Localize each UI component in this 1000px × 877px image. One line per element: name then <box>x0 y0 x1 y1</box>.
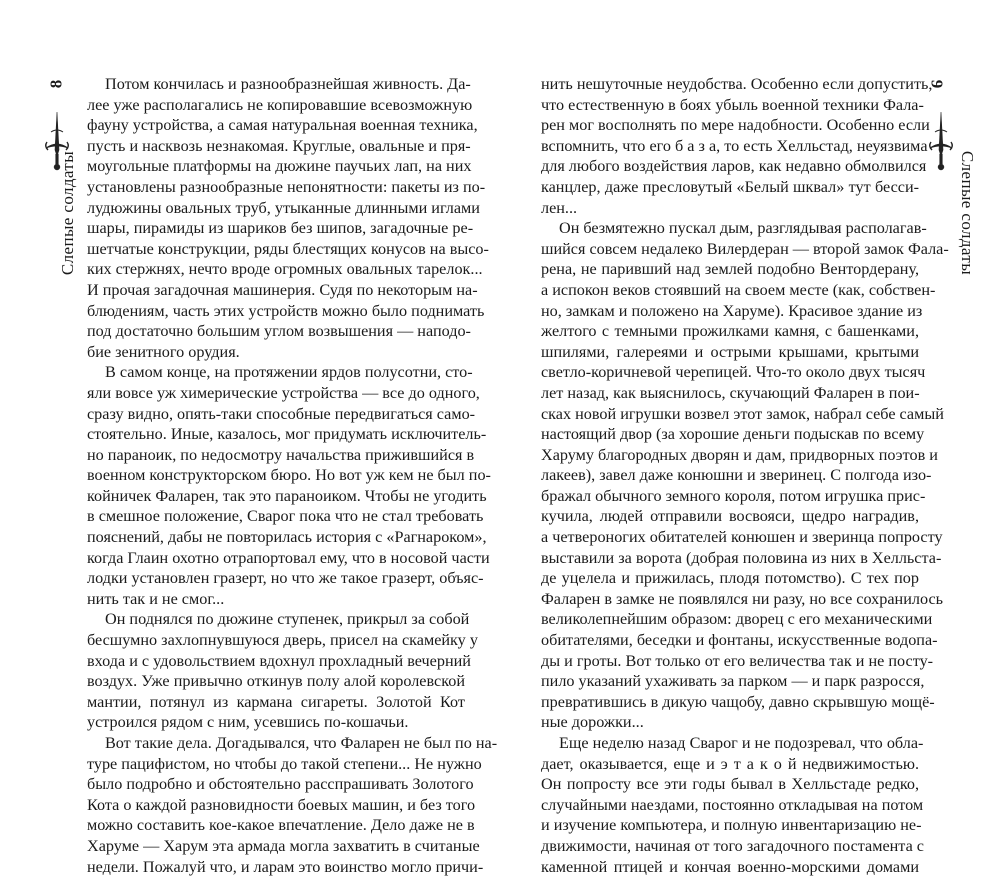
text-line: движимости, начиная от того загадочного постамента с <box>541 836 924 855</box>
text-line: блюдениям, часть этих устройств можно было поднимать <box>87 301 485 320</box>
text-line: сках новой игрушки возвел этот замок, набрал себе самый <box>541 404 944 423</box>
text-line: мантии, потянул из кармана сигареты. Золотой Кот <box>87 692 465 711</box>
text-line: а испокон веков стоявший на своем месте (как, собствен- <box>541 280 936 299</box>
text-line: нить нешуточные неудобства. Особенно если допустить, <box>541 75 933 93</box>
text-line: лодки установлен гразерт, но что же такое гразерт, объяс- <box>87 569 484 588</box>
text-line: обитателями, беседки и фонтаны, искусственные водопа- <box>541 631 938 650</box>
text-line: шары, пирамиды из шариков без шипов, загадочные ре- <box>87 219 474 238</box>
text-line: Он поднялся по дюжине ступенек, прикрыл за собой <box>105 610 470 629</box>
text-line: Кота о каждой разновидности боевых машин, и без того <box>87 795 476 814</box>
text-line: шпилями, галереями и острыми крышами, крытыми <box>541 342 919 361</box>
text-line: сразу видно, опять-таки способные передвигаться само- <box>87 404 476 423</box>
text-line: но параноик, по недосмотру начальства прижившийся в <box>87 445 475 464</box>
text-line: Харуме — Харум эта армада могла захватить в считаные <box>87 836 480 855</box>
text-line: каменной птицей и кончая военно-морскими домами <box>541 857 919 876</box>
text-line: стоятельно. Иные, казалось, мог придумать исключитель- <box>87 425 487 444</box>
text-line: желтого с темными прожилками камня, с башенками, <box>541 322 919 341</box>
text-line: выставили за ворота (добрая половина из них в Хелльста- <box>541 548 942 567</box>
text-line: койничек Фаларен, так это параноиком. Чтобы не угодить <box>87 486 487 505</box>
text-line: Он попросту все эти годы бывал в Хелльстаде редко, <box>541 775 919 794</box>
text-line: лее уже располагались не копировавшие всевозможную <box>87 95 473 114</box>
right-page <box>500 0 1000 876</box>
text-line: для любого воздействия ларов, как недавно обмолвился <box>541 157 927 176</box>
text-line: пило указаний ухаживать за парком — и парк разросся, <box>541 672 925 691</box>
text-line: бие зенитного орудия. <box>87 342 240 361</box>
text-line: устроился рядом с ним, усевшись по-кошачьи. <box>87 713 409 732</box>
text-line: военном конструкторском бюро. Но вот уж кем не был по- <box>87 466 491 485</box>
sword-ornament-icon <box>926 110 956 172</box>
left-page-text <box>87 74 498 877</box>
text-line: ды и гроты. Вот только от его величества так и не посту- <box>541 651 934 670</box>
text-line: пусть и насквозь незнакомая. Круглые, овальные и пря- <box>87 136 471 155</box>
text-line: яли вовсе уж химерические устройства — все до одного, <box>87 383 480 402</box>
right-page-text <box>541 74 949 877</box>
text-line: светло-коричневой черепицей. Что-то около двух тысяч <box>541 363 926 382</box>
text-line: лен... <box>541 198 578 217</box>
text-line: шетчатые конструкции, ряды блестящих конусов на высо- <box>87 239 489 258</box>
text-line: Еще неделю назад Сварог и не подозревал, что обла- <box>559 734 924 752</box>
text-line: ких стержнях, нечто вроде огромных овальных тарелок... <box>87 260 483 279</box>
running-head: Слепые солдаты <box>958 150 977 276</box>
text-line: Харуму благородных дворян и дам, придворных поэтов и <box>541 445 938 464</box>
text-line: настоящий двор (за хорошие деньги подыскав по всему <box>541 425 925 444</box>
text-line: нить так и не смог... <box>87 589 225 608</box>
text-line: в смешное положение, Сварог пока что не стал требовать <box>87 507 484 526</box>
text-line: случайными наездами, постоянно откладывая на потом <box>541 795 924 814</box>
text-line: превратившись в дикую чащобу, давно скрывшую мощё- <box>541 692 935 711</box>
text-line: а четвероногих обитателей конюшен и зверинца попросту <box>541 528 943 547</box>
left-page <box>0 0 500 876</box>
text-line: шийся совсем недалеко Вилердеран — второй замок Фала- <box>541 239 949 258</box>
text-line: установлены разнообразные непонятности: пакеты из по- <box>87 177 486 196</box>
text-line: моугольные платформы на дюжине паучьих лап, на них <box>87 157 472 176</box>
text-line: и изучение компьютера, и полную инвентаризацию не- <box>541 816 922 835</box>
text-line: можно составить кое-какое впечатление. Дело даже не в <box>87 816 475 835</box>
text-line: бражал обычного земного короля, потом игрушка прис- <box>541 486 926 505</box>
text-line: кучила, людей отправили восвояси, щедро наградив, <box>541 507 919 526</box>
page-number: 8 <box>46 79 66 89</box>
text-line: входа и с удовольствием вдохнул прохладный вечерний <box>87 651 471 670</box>
text-line: великолепнейшим образом: дворец с его механическими <box>541 610 933 629</box>
text-line: Вот такие дела. Догадывался, что Фаларен не был по на- <box>105 734 498 752</box>
text-line: ные дорожки... <box>541 713 644 732</box>
text-line: что естественную в боях убыль военной техники Фала- <box>541 95 924 114</box>
text-line: Он безмятежно пускал дым, разглядывая располагав- <box>559 219 927 238</box>
text-line: фауну устройства, а самая натуральная военная техника, <box>87 116 478 135</box>
text-line: канцлер, даже пресловутый «Белый шквал» тут бесси- <box>541 177 919 196</box>
text-line: рен мог восполнять по мере надобности. Особенно если <box>541 116 930 135</box>
text-line: лакеев), завел даже конюшни и зверинец. С полгода изо- <box>541 466 932 485</box>
text-line: Потом кончилась и разнообразнейшая живность. Да- <box>105 75 471 93</box>
text-line: В самом конце, на протяжении ярдов полусотни, сто- <box>105 363 473 382</box>
text-line: под достаточно большим углом возвышения — наподо- <box>87 322 471 341</box>
text-line: когда Глаин охотно отрапортовал ему, что в носовой части <box>87 548 490 567</box>
text-line: но, замкам и положено на Харуме). Красивое здание из <box>541 301 923 320</box>
text-line: дает, оказывается, еще и э т а к о й недвижимостью. <box>541 754 919 773</box>
text-line: лудюжины овальных труб, утыканные длинными иглами <box>87 198 480 217</box>
text-line: воздух. Уже привычно откинув полу алой королевской <box>87 672 465 691</box>
text-line: было подробно и обстоятельно расспрашивать Золотого <box>87 775 474 794</box>
text-line: И прочая загадочная машинерия. Судя по некоторым на- <box>87 280 478 299</box>
running-head: Слепые солдаты <box>58 150 77 276</box>
text-line: рена, не паривший над землей подобно Вентордерану, <box>541 260 919 279</box>
text-line: де уцелела и прижилась, плодя потомство). С тех пор <box>541 569 919 588</box>
text-line: недели. Пожалуй что, и ларам это воинство могло причи- <box>87 857 484 876</box>
page-number: 9 <box>927 79 947 89</box>
text-line: вспомнить, что его б а з а, то есть Хелльстад, неуязвима <box>541 136 928 155</box>
text-line: пояснений, дабы не повторилась история с «Рагнароком», <box>87 528 487 547</box>
text-line: туре пацифистом, но чтобы до такой степени... Не нужно <box>87 754 482 773</box>
text-line: Фаларен в замке не появлялся ни разу, но все сохранилось <box>541 589 944 608</box>
text-line: бесшумно захлопнувшуюся дверь, присел на скамейку у <box>87 631 478 650</box>
text-line: лет назад, как выяснилось, скучающий Фаларен в пои- <box>541 383 920 402</box>
